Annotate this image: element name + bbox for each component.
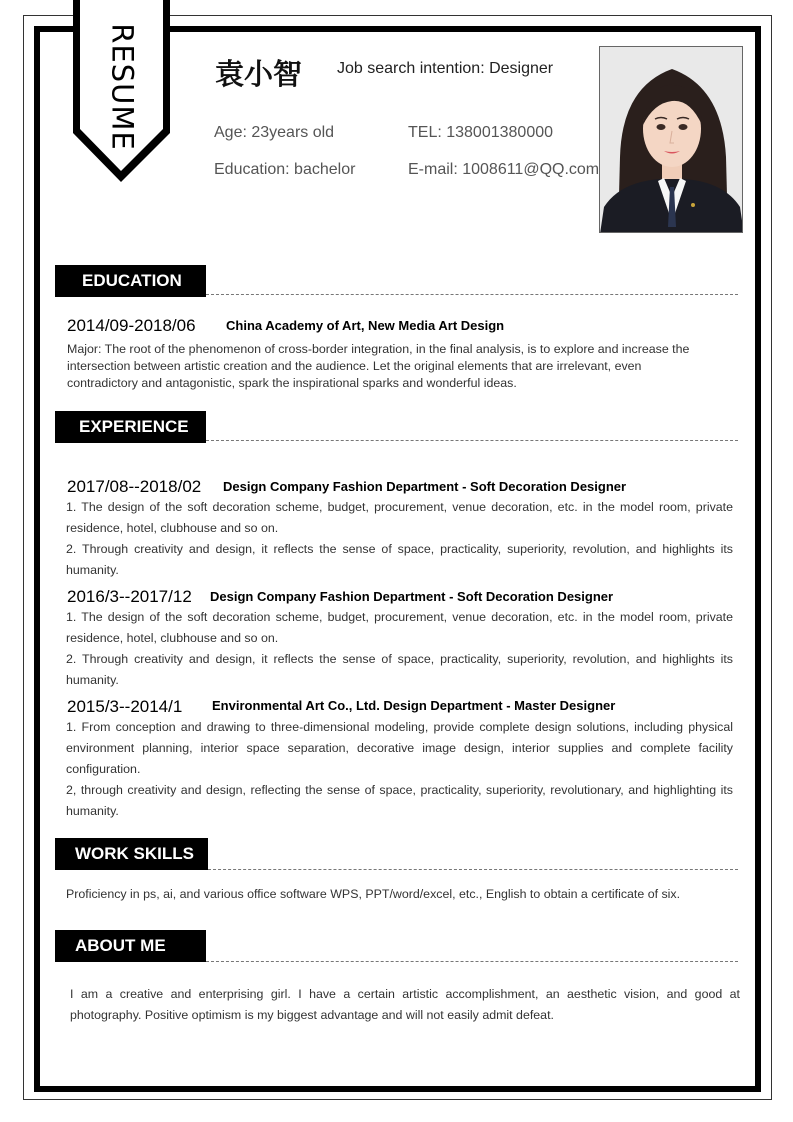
experience-title: Design Company Fashion Department - Soft Decoration Designer bbox=[223, 479, 627, 494]
experience-description bbox=[66, 717, 733, 822]
tel-field: TEL: 138001380000 bbox=[408, 124, 554, 141]
experience-item: 2. Through creativity and design, it reflects the sense of space, practicality, superiority, revolution, and highlights its humanity. bbox=[66, 652, 733, 687]
experience-item: 2. Through creativity and design, it reflects the sense of space, practicality, superiority, revolution, and highlights its humanity. bbox=[66, 542, 733, 577]
text-line: contradictory and antagonistic, spark the inspirational sparks and wonderful ideas. bbox=[67, 376, 517, 390]
text-line: Major: The root of the phenomenon of cross-border integration, in the final analysis, is to explore and increase the bbox=[67, 342, 690, 356]
experience-title: Environmental Art Co., Ltd. Design Department - Master Designer bbox=[212, 698, 616, 713]
education-period: 2014/09-2018/06 bbox=[67, 316, 196, 335]
section-header-skills: WORK SKILLS bbox=[55, 838, 208, 870]
resume-ribbon-label: RESUME bbox=[106, 23, 141, 151]
candidate-name: 袁小智 bbox=[215, 57, 303, 91]
job-intention: Job search intention: Designer bbox=[337, 60, 554, 77]
experience-item: 2, through creativity and design, reflecting the sense of space, practicality, superiority, revolutionary, and highlighting its humanity. bbox=[66, 783, 733, 818]
text-line: intersection between artistic creation and the audience. Let the original elements that are irrelevant, even bbox=[67, 359, 642, 373]
profile-photo bbox=[599, 46, 743, 233]
section-divider bbox=[206, 961, 738, 962]
email-field: E-mail: 1008611@QQ.com bbox=[408, 161, 600, 178]
experience-item: 1. The design of the soft decoration scheme, budget, procurement, venue decoration, etc. in the model room, private residence, hotel, clubhouse and so on. bbox=[66, 500, 733, 535]
experience-item: 1. From conception and drawing to three-dimensional modeling, provide complete design solutions, including physical environment planning, interior space separation, decorative image design, interior supplies and complete facility configuration. bbox=[66, 720, 733, 776]
section-header-about: ABOUT ME bbox=[55, 930, 206, 962]
section-header-education: EDUCATION bbox=[55, 265, 206, 297]
experience-period: 2015/3--2014/1 bbox=[67, 697, 183, 716]
age-field: Age: 23years old bbox=[214, 124, 335, 141]
section-divider bbox=[206, 294, 738, 295]
experience-period: 2017/08--2018/02 bbox=[67, 477, 202, 496]
skills-text: Proficiency in ps, ai, and various office software WPS, PPT/word/excel, etc., English to obtain a certificate of six. bbox=[66, 887, 681, 901]
experience-description bbox=[66, 497, 733, 581]
education-school: China Academy of Art, New Media Art Design bbox=[226, 318, 505, 333]
about-text: I am a creative and enterprising girl. I have a certain artistic accomplishment, an aesthetic vision, and good at photography. Positive optimism is my biggest advantage and will not easily admit defeat. bbox=[70, 987, 740, 1022]
section-header-experience: EXPERIENCE bbox=[55, 411, 206, 443]
section-divider bbox=[206, 440, 738, 441]
education-description bbox=[67, 341, 737, 392]
experience-title: Design Company Fashion Department - Soft Decoration Designer bbox=[210, 589, 614, 604]
experience-description bbox=[66, 607, 733, 691]
experience-item: 1. The design of the soft decoration scheme, budget, procurement, venue decoration, etc. in the model room, private residence, hotel, clubhouse and so on. bbox=[66, 610, 733, 645]
experience-period: 2016/3--2017/12 bbox=[67, 587, 192, 606]
education-field: Education: bachelor bbox=[214, 161, 356, 178]
section-divider bbox=[208, 869, 738, 870]
